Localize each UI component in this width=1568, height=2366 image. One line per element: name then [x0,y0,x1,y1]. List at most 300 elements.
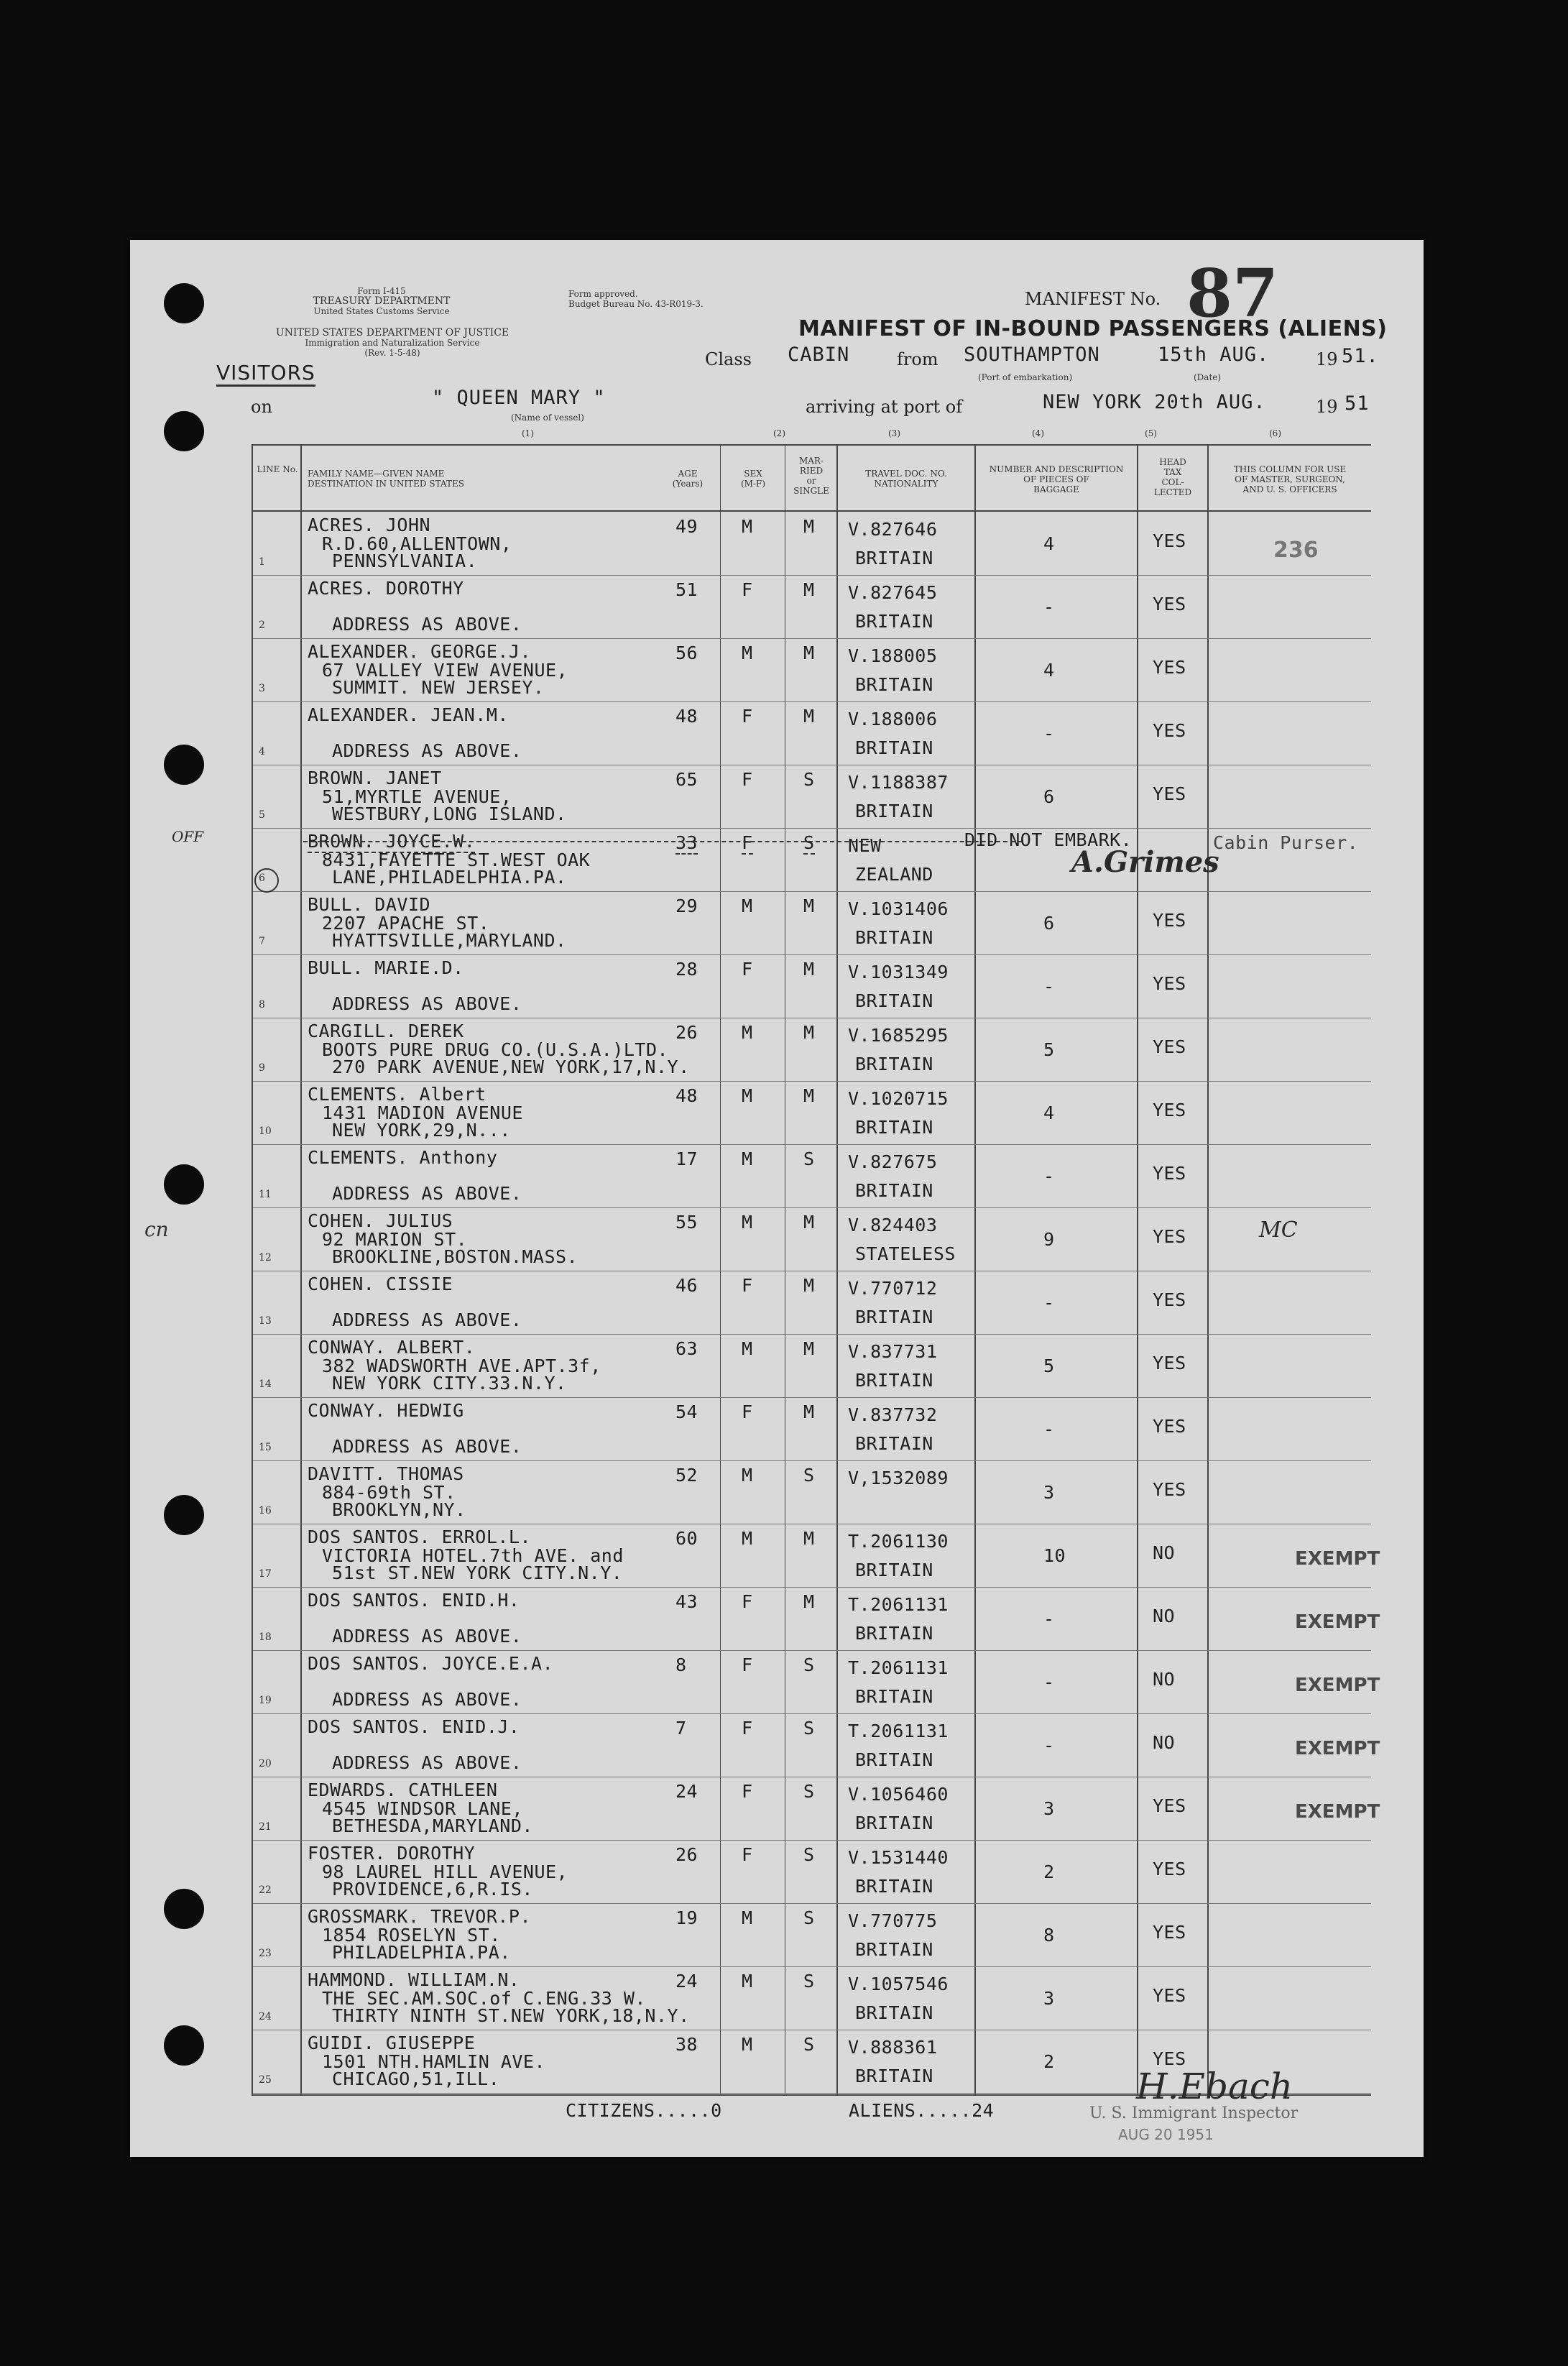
age: 7 [675,1718,687,1739]
travel-document: V.1057546 [848,1974,949,1994]
head-tax: YES [1153,1353,1186,1373]
address-line-1: 8431,FAYETTE ST.WEST OAK [322,850,591,870]
line-number: 23 [259,1948,272,1959]
baggage: - [1043,1672,1055,1693]
passenger-row [253,1777,1380,1841]
address-line-1: 1854 ROSELYN ST. [322,1925,501,1946]
passenger-row [253,1271,1371,1335]
address-line-1: BOOTS PURE DRUG CO.(U.S.A.)LTD. [322,1039,669,1060]
port-embarkation-caption: (Port of embarkation) [978,372,1073,382]
address-line-2: SUMMIT. NEW JERSEY. [332,677,545,698]
head-tax: NO [1153,1669,1176,1690]
passenger-name: GROSSMARK. TREVOR.P. [308,1906,532,1927]
head-tax: YES [1153,1795,1186,1816]
passenger-name: GUIDI. GIUSEPPE [308,2033,476,2053]
baggage: DID NOT EMBARK. [964,829,1133,850]
officer-note: EXEMPT [1295,1611,1380,1633]
age: 46 [675,1275,698,1296]
marital-status: M [803,516,815,537]
nationality: BRITAIN [855,611,933,632]
passenger-name: COHEN. CISSIE [308,1274,453,1294]
line-number: 24 [259,2011,272,2022]
baggage: - [1043,1608,1055,1629]
travel-document: V.824403 [848,1215,938,1235]
marital-status: M [803,579,815,600]
age: 8 [675,1654,687,1675]
col-num-3: (3) [888,428,900,438]
sex: F [742,1591,753,1612]
sex: M [742,1212,753,1233]
age: 52 [675,1465,698,1486]
head-tax: YES [1153,1163,1186,1184]
passenger-row [253,954,1371,1018]
travel-document: V.188006 [848,709,938,729]
sex: F [742,1718,753,1739]
address-line-1: VICTORIA HOTEL.7th AVE. and [322,1545,624,1566]
officer-note: Cabin Purser. [1213,832,1359,853]
age: 17 [675,1149,698,1169]
officer-note: MC [1259,1217,1298,1243]
head-tax: NO [1153,1606,1176,1626]
baggage: 3 [1043,1798,1055,1819]
manifest-number-label: MANIFEST No. [1025,289,1161,309]
baggage: 2 [1043,1861,1055,1882]
sex: M [742,896,753,916]
passenger-name: CARGILL. DEREK [308,1021,464,1041]
marital-status: S [803,1718,815,1739]
travel-document: T.2061131 [848,1594,949,1615]
address-line-1: 382 WADSWORTH AVE.APT.3f, [322,1355,601,1376]
punch-hole [164,2025,204,2066]
travel-document: T.2061130 [848,1531,949,1552]
nationality: BRITAIN [855,927,933,948]
head-tax: YES [1153,1922,1186,1943]
travel-document: V.1031406 [848,898,949,919]
passenger-name: ALEXANDER. JEAN.M. [308,704,509,725]
marital-status: M [803,1401,815,1422]
passenger-name: HAMMOND. WILLIAM.N. [308,1969,520,1990]
baggage: 5 [1043,1039,1055,1060]
budget-bureau: Budget Bureau No. 43-R019-3. [568,299,704,309]
address-line-2: BROOKLYN,NY. [332,1499,466,1520]
head-tax: YES [1153,594,1186,614]
nationality: BRITAIN [855,737,933,758]
treasury-department: TREASURY DEPARTMENT [313,295,451,307]
address-line-2: 51st ST.NEW YORK CITY.N.Y. [332,1562,623,1583]
marital-status: M [803,643,815,663]
address-line-2: THIRTY NINTH ST.NEW YORK,18,N.Y. [332,2005,690,2026]
sex: F [742,1844,753,1865]
sex: M [742,643,753,663]
sex: F [742,579,753,600]
sex: F [742,832,753,853]
col-baggage: NUMBER AND DESCRIPTION OF PIECES OF BAGGAGE [989,464,1124,494]
line-number: 20 [259,1758,272,1769]
col-line-no: LINE No. [257,464,298,474]
address-line-1: R.D.60,ALLENTOWN, [322,533,512,554]
sex: M [742,1971,753,1992]
cancel-line [303,841,1022,842]
passenger-row [253,1081,1371,1145]
form-header-justice [252,328,532,358]
punch-hole [164,745,204,785]
passenger-name: FOSTER. DOROTHY [308,1843,476,1864]
marital-status: M [803,1338,815,1359]
age: 43 [675,1591,698,1612]
address-line-2: ADDRESS AS ABOVE. [332,1689,522,1710]
travel-document: V.827675 [848,1151,938,1172]
passenger-name: CLEMENTS. Albert [308,1084,486,1105]
line-number: 19 [259,1695,272,1706]
vessel-name: " QUEEN MARY " [432,387,606,409]
sex: F [742,1275,753,1296]
aliens-count: ALIENS.....24 [849,2100,995,2121]
passenger-row [253,1903,1371,1967]
col-travel-doc: TRAVEL DOC. NO. NATIONALITY [865,469,947,489]
nationality: BRITAIN [855,1307,933,1327]
address-line-2: NEW YORK CITY.33.N.Y. [332,1373,567,1394]
line-number: 7 [259,936,265,947]
head-tax: NO [1153,1732,1176,1753]
baggage: 8 [1043,1925,1055,1946]
revision: (Rev. 1-5-48) [364,348,420,358]
baggage: - [1043,1292,1055,1313]
head-tax: YES [1153,1100,1186,1120]
punch-hole [164,1164,204,1205]
year-prefix: 19 [1316,349,1338,369]
travel-document: V.1531440 [848,1847,949,1868]
address-line-1: 2207 APACHE ST. [322,913,490,934]
travel-document: V.1188387 [848,772,949,793]
col-name: FAMILY NAME—GIVEN NAME DESTINATION IN UNITED STATES [308,469,464,489]
margin-mark: cn [144,1217,169,1241]
head-tax: YES [1153,910,1186,931]
address-line-2: PHILADELPHIA.PA. [332,1942,511,1963]
head-tax: YES [1153,1985,1186,2006]
nationality: BRITAIN [855,1117,933,1138]
address-line-1: 1431 MADION AVENUE [322,1103,523,1123]
line-number: 5 [259,809,265,821]
baggage: 5 [1043,1355,1055,1376]
line-number: 14 [259,1378,272,1390]
passenger-row [253,891,1371,955]
department-of-justice: UNITED STATES DEPARTMENT OF JUSTICE [275,327,509,339]
head-tax: NO [1153,1542,1176,1563]
age: 19 [675,1907,698,1928]
passenger-row [253,701,1371,765]
marital-status: M [803,959,815,980]
arrival-port-date: NEW YORK 20th AUG. [1043,391,1266,413]
inspector-caption: U. S. Immigrant Inspector [1089,2104,1299,2122]
age: 54 [675,1401,698,1422]
travel-document: V.770775 [848,1910,938,1931]
officer-note: EXEMPT [1295,1548,1380,1570]
address-line-2: ADDRESS AS ABOVE. [332,614,522,635]
head-tax: YES [1153,720,1186,741]
col-head-tax: HEAD TAX COL- LECTED [1153,457,1192,497]
nationality: BRITAIN [855,1433,933,1454]
address-line-2: ADDRESS AS ABOVE. [332,1183,522,1204]
age: 56 [675,643,698,663]
address-line-1: 98 LAUREL HILL AVENUE, [322,1861,568,1882]
nationality: BRITAIN [855,1370,933,1391]
baggage: - [1043,723,1055,744]
head-tax: YES [1153,783,1186,804]
passenger-row [253,1334,1371,1398]
officer-note: EXEMPT [1295,1675,1380,1696]
age: 24 [675,1781,698,1802]
passenger-name: CONWAY. ALBERT. [308,1337,476,1358]
marital-status: M [803,1085,815,1106]
col-num-1: (1) [522,428,534,438]
sex: M [742,2034,753,2055]
inspector-signature: H.Ebach [1136,2066,1293,2107]
col-age: AGE (Years) [672,469,704,489]
punch-hole [164,1495,204,1535]
sex: F [742,1654,753,1675]
sex: M [742,516,753,537]
passenger-name: BROWN. JANET [308,768,442,788]
line-number: 16 [259,1505,272,1516]
officer-note: EXEMPT [1295,1738,1380,1759]
address-line-1: 92 MARION ST. [322,1229,468,1250]
address-line-2: ADDRESS AS ABOVE. [332,740,522,761]
sex: M [742,1022,753,1043]
port-of-embarkation: SOUTHAMPTON [964,344,1100,366]
address-line-2: NEW YORK,29,N... [332,1120,511,1141]
line-number: 18 [259,1631,272,1643]
address-line-2: ADDRESS AS ABOVE. [332,993,522,1014]
marital-status: S [803,769,815,790]
nationality: BRITAIN [855,1939,933,1960]
address-line-2: PENNSYLVANIA. [332,551,478,571]
nationality: BRITAIN [855,1054,933,1074]
marital-status: S [803,1844,815,1865]
age: 26 [675,1022,698,1043]
passenger-row [253,1397,1371,1461]
baggage: - [1043,1735,1055,1756]
address-line-2: BETHESDA,MARYLAND. [332,1815,533,1836]
travel-document: V.1685295 [848,1025,949,1046]
marital-status: M [803,1275,815,1296]
nationality: BRITAIN [855,1560,933,1580]
passenger-name: CLEMENTS. Anthony [308,1147,498,1168]
line-number: 1 [259,556,265,568]
nationality: BRITAIN [855,1623,933,1644]
age: 28 [675,959,698,980]
passenger-row [253,512,1371,576]
baggage: 6 [1043,786,1055,807]
col-num-4: (4) [1032,428,1044,438]
travel-document: T.2061131 [848,1657,949,1678]
age: 48 [675,1085,698,1106]
passenger-row [253,1713,1380,1777]
address-line-2: CHICAGO,51,ILL. [332,2068,500,2089]
sex: F [742,1781,753,1802]
baggage: - [1043,1419,1055,1440]
address-line-1: 4545 WINDSOR LANE, [322,1798,523,1819]
address-line-2: BROOKLINE,BOSTON.MASS. [332,1246,578,1267]
col-num-6: (6) [1269,428,1281,438]
passenger-table [252,444,1380,2096]
inspection-date-stamp: AUG 20 1951 [1118,2126,1214,2143]
line-number: 10 [259,1126,272,1137]
head-tax: YES [1153,530,1186,551]
baggage: - [1043,1166,1055,1187]
address-line-2: 270 PARK AVENUE,NEW YORK,17,N.Y. [332,1057,690,1077]
officer-note: 236 [1273,538,1319,563]
age: 38 [675,2034,698,2055]
passenger-name: DOS SANTOS. ENID.J. [308,1716,520,1737]
line-number: 8 [259,999,265,1011]
line-number: 6 [259,873,265,884]
baggage: 4 [1043,533,1055,554]
travel-document: V.837732 [848,1404,938,1425]
address-line-1: 67 VALLEY VIEW AVENUE, [322,660,568,681]
baggage: 10 [1043,1545,1066,1566]
passenger-name: COHEN. JULIUS [308,1210,453,1231]
arrival-year-suffix: 51 [1345,392,1370,415]
age: 49 [675,516,698,537]
baggage: 4 [1043,1103,1055,1123]
line-number: 25 [259,2074,272,2086]
head-tax: YES [1153,657,1186,678]
line-number: 22 [259,1884,272,1896]
line-number: 11 [259,1189,272,1200]
purser-signature: A.Grimes [1071,845,1219,879]
form-approval [568,289,704,309]
marital-status: M [803,1591,815,1612]
nationality: BRITAIN [855,1749,933,1770]
off-annotation: OFF [172,828,204,845]
head-tax: YES [1153,1226,1186,1247]
sex: M [742,1085,753,1106]
age: 24 [675,1971,698,1992]
marital-status: S [803,1465,815,1486]
marital-status: S [803,1907,815,1928]
address-line-2: LANE,PHILADELPHIA.PA. [332,867,567,888]
age: 33 [675,832,698,853]
line-number: 15 [259,1442,272,1453]
date-caption: (Date) [1194,372,1222,382]
age: 55 [675,1212,698,1233]
baggage: 3 [1043,1482,1055,1503]
circled-line-number [254,868,279,893]
marital-status: M [803,706,815,727]
sex: M [742,1907,753,1928]
baggage: 4 [1043,660,1055,681]
head-tax: YES [1153,1036,1186,1057]
passenger-name: CONWAY. HEDWIG [308,1400,464,1421]
marital-status: M [803,1212,815,1233]
nationality: BRITAIN [855,1876,933,1897]
head-tax: YES [1153,2048,1186,2069]
head-tax: YES [1153,1479,1186,1500]
passenger-name: BULL. DAVID [308,894,431,915]
baggage: 3 [1043,1988,1055,2009]
passenger-name: DOS SANTOS. ERROL.L. [308,1527,532,1547]
nationality: BRITAIN [855,1686,933,1707]
col-married: MAR- RIED or SINGLE [793,456,829,496]
nationality: BRITAIN [855,1813,933,1833]
passenger-row [253,638,1371,702]
passenger-name: BROWN. JOYCE.W. [308,831,476,852]
sex: F [742,959,753,980]
sex: M [742,1338,753,1359]
nationality: BRITAIN [855,1180,933,1201]
travel-document: V.770712 [848,1278,938,1299]
marital-status: M [803,896,815,916]
travel-document: V,1532089 [848,1468,949,1488]
marital-status: S [803,2034,815,2055]
passenger-name: DOS SANTOS. JOYCE.E.A. [308,1653,554,1674]
line-number: 4 [259,746,265,758]
sex: M [742,1149,753,1169]
sex: M [742,1528,753,1549]
travel-document: V.827645 [848,582,938,603]
sex: F [742,706,753,727]
passenger-row [253,1207,1371,1271]
passenger-name: ACRES. JOHN [308,515,431,535]
baggage: 6 [1043,913,1055,934]
address-line-2: PROVIDENCE,6,R.IS. [332,1879,533,1900]
line-number: 2 [259,620,265,631]
col-sex: SEX (M-F) [740,469,766,489]
line-number: 21 [259,1821,272,1833]
travel-document: NEW [848,835,882,856]
baggage: - [1043,976,1055,997]
head-tax: YES [1153,1416,1186,1437]
citizens-count: CITIZENS.....0 [566,2100,722,2121]
marital-status: S [803,832,815,853]
punch-hole [164,283,204,323]
passenger-name: EDWARDS. CATHLEEN [308,1780,498,1800]
form-number: Form I-415 [357,286,406,296]
col-num-2: (2) [773,428,785,438]
passenger-row [253,1460,1371,1524]
travel-document: V.188005 [848,645,938,666]
age: 65 [675,769,698,790]
sex: F [742,769,753,790]
sex: M [742,1465,753,1486]
passenger-row [253,1966,1371,2030]
col-officers: THIS COLUMN FOR USE OF MASTER, SURGEON, AND U. S. OFFICERS [1233,464,1347,494]
passenger-row [253,1650,1380,1714]
head-tax: YES [1153,1859,1186,1879]
passenger-row [253,1144,1371,1208]
line-number: 12 [259,1252,272,1263]
address-line-1: 1501 NTH.HAMLIN AVE. [322,2051,546,2072]
line-number: 9 [259,1062,265,1074]
officer-note: EXEMPT [1295,1801,1380,1823]
form-approved: Form approved. [568,289,638,299]
age: 51 [675,579,698,600]
visitors-label: VISITORS [216,361,315,387]
line-number: 17 [259,1568,272,1580]
manifest-number: 87 [1186,254,1279,332]
marital-status: S [803,1971,815,1992]
on-label: on [251,397,272,417]
address-line-2: WESTBURY,LONG ISLAND. [332,804,567,824]
baggage: 9 [1043,1229,1055,1250]
baggage: - [1043,597,1055,617]
marital-status: M [803,1528,815,1549]
travel-document: V.1056460 [848,1784,949,1805]
nationality: ZEALAND [855,864,933,885]
nationality: BRITAIN [855,548,933,569]
age: 60 [675,1528,698,1549]
marital-status: M [803,1022,815,1043]
